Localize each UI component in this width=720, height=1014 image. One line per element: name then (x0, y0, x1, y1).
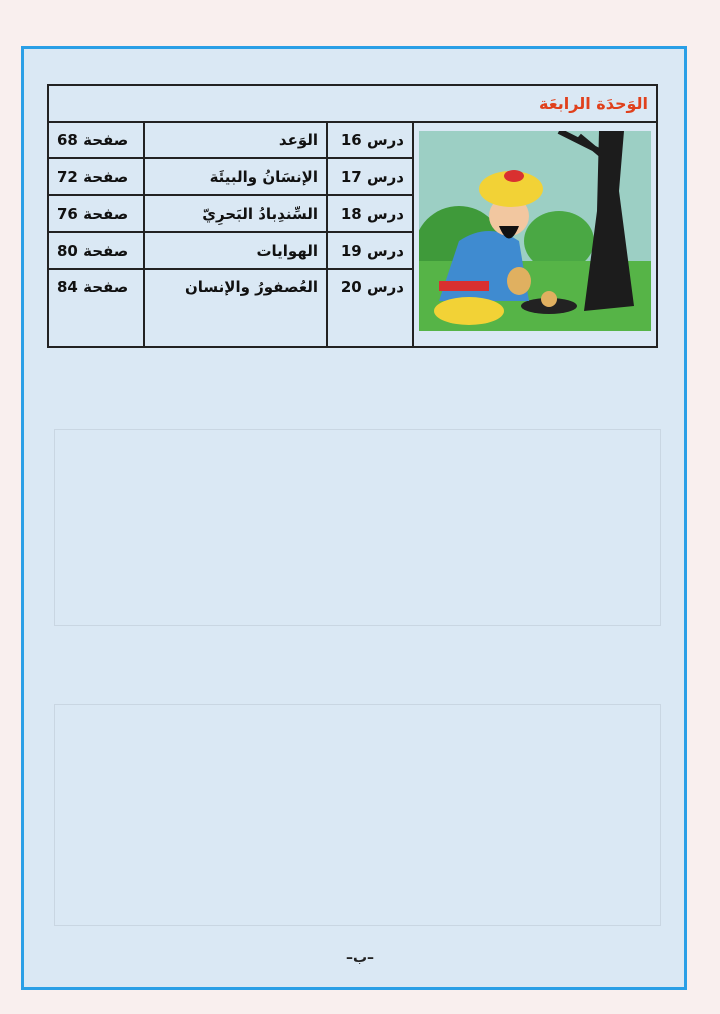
page-number: –ب– (345, 950, 375, 966)
lesson-title: الوَعد (144, 122, 327, 159)
lesson-page: صفحة 84 (48, 269, 144, 347)
lesson-number: درس 17 (327, 158, 413, 195)
lesson-title: الهوايات (144, 232, 327, 269)
man-burying-bags-illustration (419, 131, 651, 331)
illustration-cell (413, 122, 657, 347)
lesson-number: درس 18 (327, 195, 413, 232)
lesson-page: صفحة 72 (48, 158, 144, 195)
lesson-page: صفحة 80 (48, 232, 144, 269)
bleed-through-table (54, 704, 661, 926)
lesson-page: صفحة 76 (48, 195, 144, 232)
lesson-number: درس 19 (327, 232, 413, 269)
lesson-number: درس 16 (327, 122, 413, 159)
lesson-number: درس 20 (327, 269, 413, 347)
lesson-page: صفحة 68 (48, 122, 144, 159)
contents-table (47, 84, 658, 348)
unit-title: الوَحدَة الرابعَة (48, 85, 657, 122)
lesson-title: الإنسَانُ والبيئَة (144, 158, 327, 195)
bleed-through-table (54, 429, 661, 626)
lesson-title: السِّندِبادُ البَحرِيّ (144, 195, 327, 232)
lesson-title: العُصفورُ والإنسان (144, 269, 327, 347)
table-row (48, 122, 657, 159)
